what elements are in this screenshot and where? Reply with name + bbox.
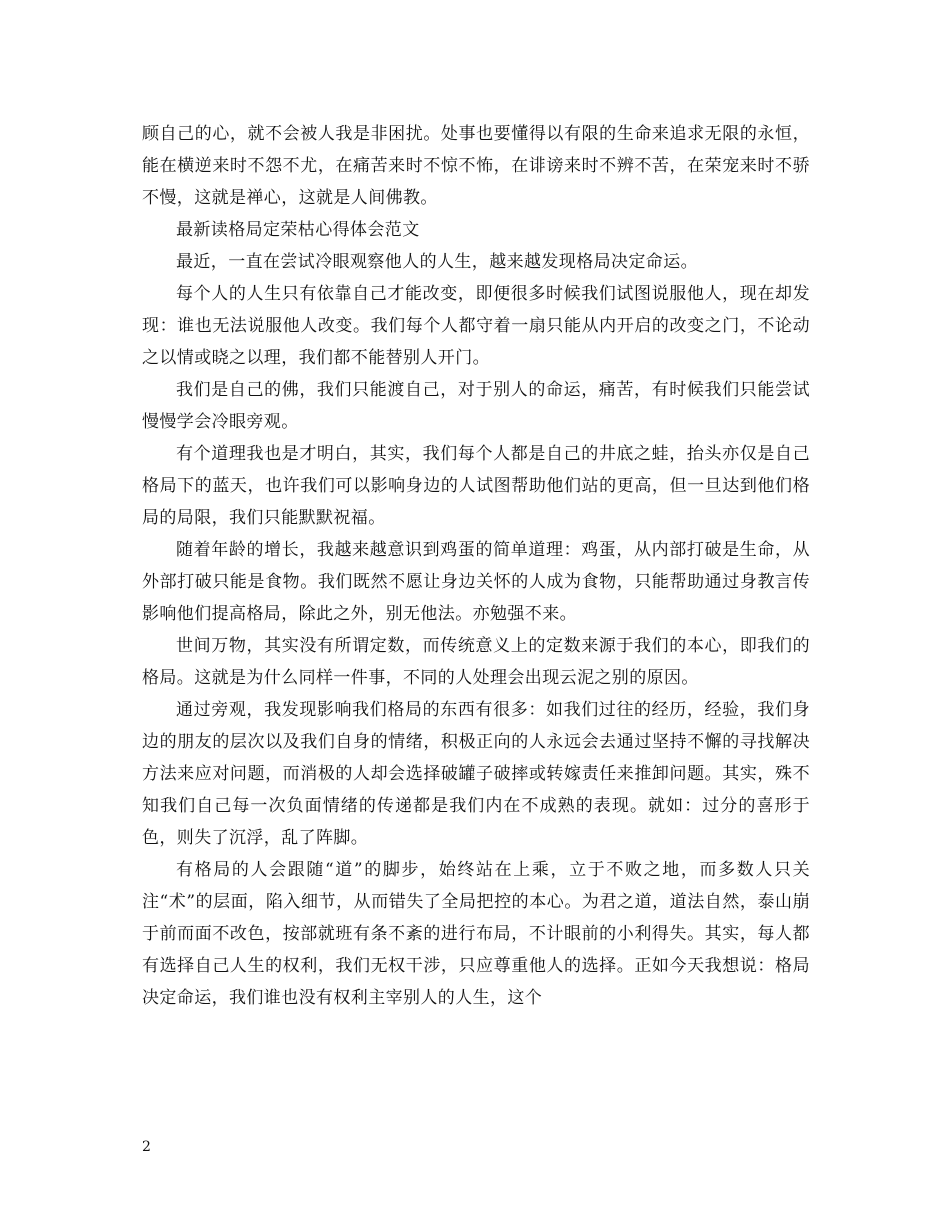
paragraph: 每个人的人生只有依靠自己才能改变，即便很多时候我们试图说服他人，现在却发现：谁也无法说服他人改变。我们每个人都守着一扇只能从内开启的改变之门，不论动之以情或晓之以理，我们都不能替别人开门。: [142, 284, 810, 368]
page-body: [142, 118, 810, 1014]
page-number: 2: [142, 1139, 151, 1155]
paragraph: 有格局的人会跟随“道”的脚步，始终站在上乘，立于不败之地，而多数人只关注“术”的层面，陷入细节，从而错失了全局把控的本心。为君之道，道法自然，泰山崩于前而面不改色，按部就班有条不紊的进行布局，不计眼前的小利得失。其实，每人都有选择自己人生的权利，我们无权干涉，只应尊重他人的选择。正如今天我想说：格局决定命运，我们谁也没有权利主宰别人的人生，这个: [142, 860, 810, 1008]
paragraph: 世间万物，其实没有所谓定数，而传统意义上的定数来源于我们的本心，即我们的格局。这就是为什么同样一件事，不同的人处理会出现云泥之别的原因。: [142, 636, 810, 688]
paragraph: 随着年龄的增长，我越来越意识到鸡蛋的简单道理：鸡蛋，从内部打破是生命，从外部打破只能是食物。我们既然不愿让身边关怀的人成为食物，只能帮助通过身教言传影响他们提高格局，除此之外，别无他法。亦勉强不来。: [142, 540, 810, 624]
paragraph-continuation: 顾自己的心，就不会被人我是非困扰。处事也要懂得以有限的生命来追求无限的永恒，能在横逆来时不怨不尤，在痛苦来时不惊不怖，在诽谤来时不辨不苦，在荣宠来时不骄不慢，这就是禅心，这就是人间佛教。: [142, 124, 810, 208]
paragraph: 我们是自己的佛，我们只能渡自己，对于别人的命运，痛苦，有时候我们只能尝试慢慢学会冷眼旁观。: [142, 380, 810, 432]
paragraph: 有个道理我也是才明白，其实，我们每个人都是自己的井底之蛙，抬头亦仅是自己格局下的蓝天，也许我们可以影响身边的人试图帮助他们站的更高，但一旦达到他们格局的局限，我们只能默默祝福。: [142, 444, 810, 528]
paragraph: 最近，一直在尝试冷眼观察他人的人生，越来越发现格局决定命运。: [176, 252, 698, 272]
article-heading: 最新读格局定荣枯心得体会范文: [176, 220, 420, 240]
paragraph: 通过旁观，我发现影响我们格局的东西有很多：如我们过往的经历，经验，我们身边的朋友的层次以及我们自身的情绪，积极正向的人永远会去通过坚持不懈的寻找解决方法来应对问题，而消极的人却会选择破罐子破摔或转嫁责任来推卸问题。其实，殊不知我们自己每一次负面情绪的传递都是我们内在不成熟的表现。就如：过分的喜形于色，则失了沉浮，乱了阵脚。: [142, 700, 810, 848]
